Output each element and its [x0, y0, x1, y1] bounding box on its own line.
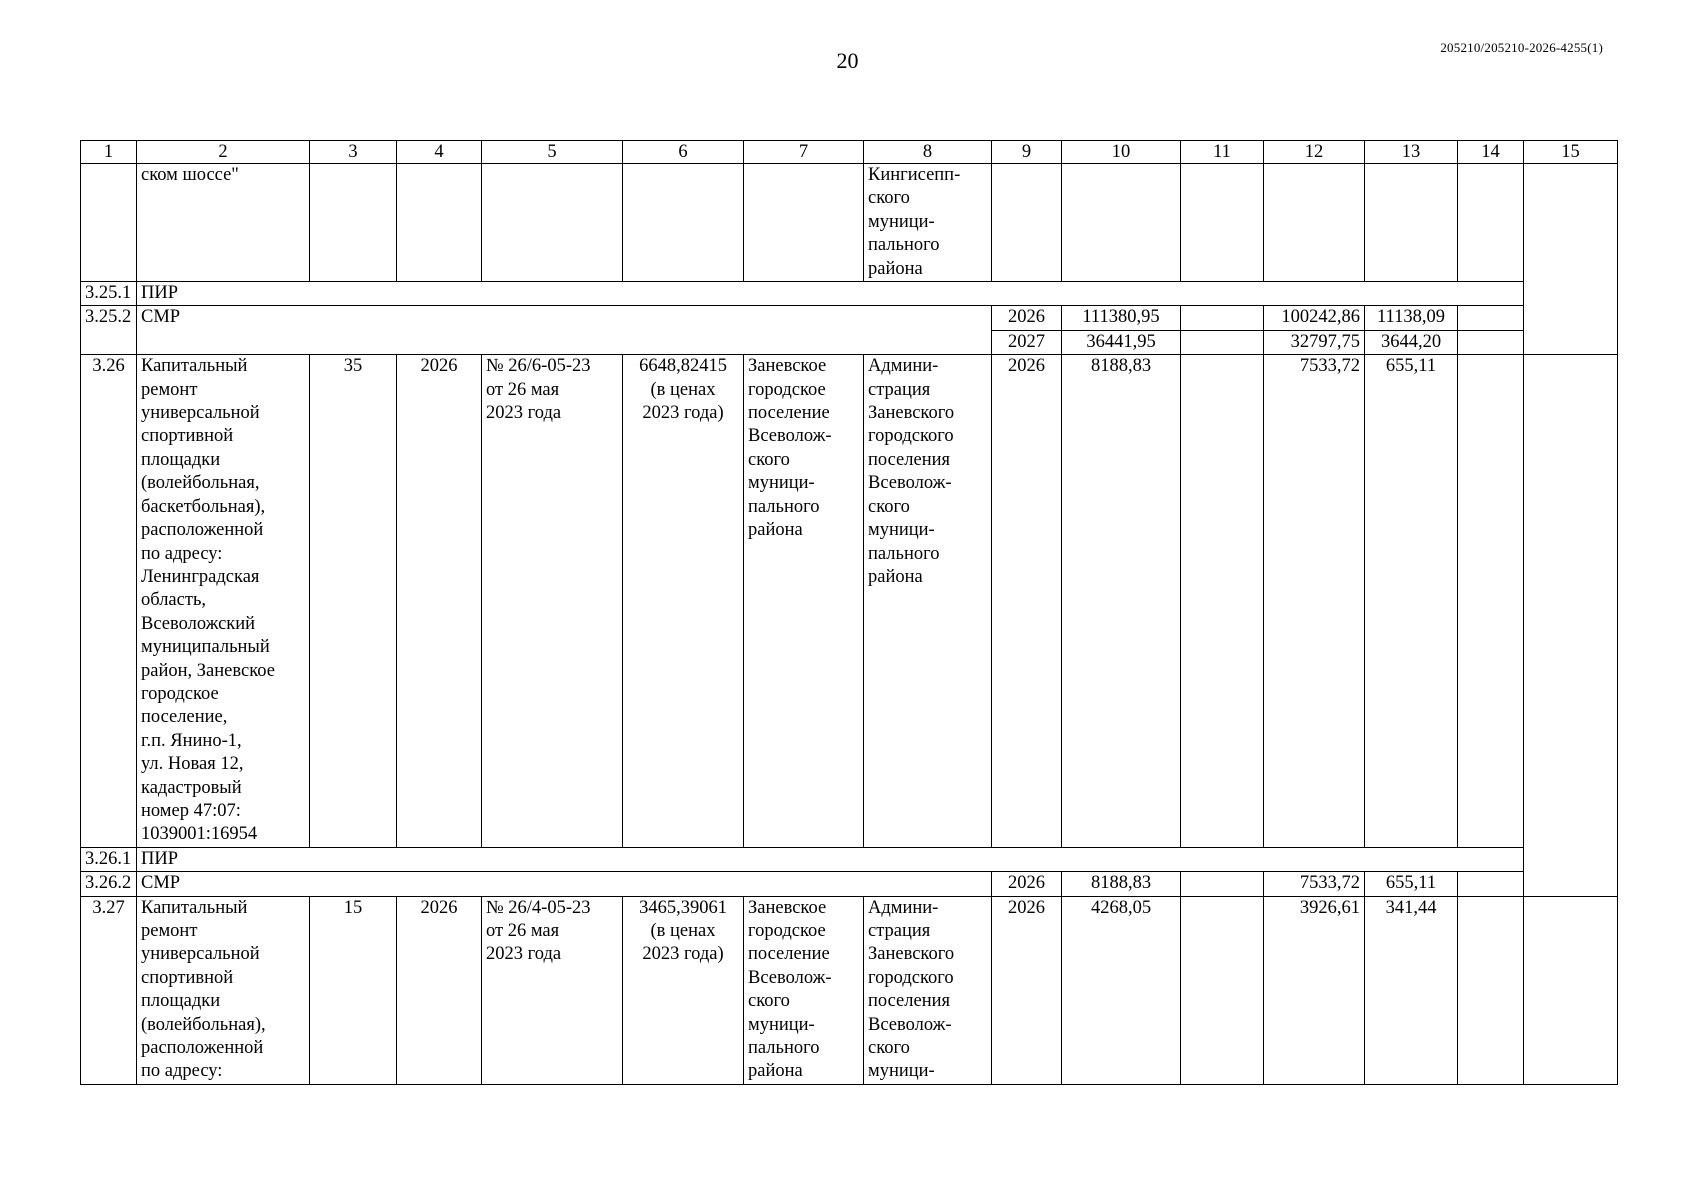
local-budget-cell: 655,11	[1365, 355, 1458, 848]
column-header: 4	[397, 141, 482, 164]
table-header-row	[81, 141, 1618, 164]
local-budget-cell: 341,44	[1365, 896, 1458, 1084]
estimate-cost-cell: 3465,39061 (в ценах 2023 года)	[623, 896, 744, 1084]
column-header: 5	[482, 141, 623, 164]
column-header: 12	[1264, 141, 1365, 164]
table-row	[81, 306, 1618, 330]
year-cell: 2026	[397, 355, 482, 848]
stage-label: СМР	[137, 306, 992, 355]
page-number: 20	[836, 48, 859, 73]
program-table	[80, 140, 1618, 1085]
table-row	[81, 164, 1618, 282]
regional-budget-cell: 100242,86	[1264, 306, 1365, 330]
row-number: 3.26.2	[81, 872, 137, 896]
estimate-ref-cell: № 26/6-05-23 от 26 мая 2023 года	[482, 355, 623, 848]
column-header: 10	[1062, 141, 1181, 164]
estimate-ref-cell: № 26/4-05-23 от 26 мая 2023 года	[482, 896, 623, 1084]
table-row	[81, 896, 1618, 1084]
regional-budget-cell: 3926,61	[1264, 896, 1365, 1084]
total-cell: 36441,95	[1062, 330, 1181, 354]
year-cell: 2026	[992, 306, 1062, 330]
stage-label: ПИР	[137, 282, 1524, 306]
object-name-cell: Капитальный ремонт универсальной спортивной площадки (волейбольная, баскетбольная), расположенной по адресу: Ленинградская область, Всеволожский муниципальный район, Заневское городское поселение, г.п. Янино-1, ул. Новая 12, кадастровый номер 47:07: 1039001:16954	[137, 355, 310, 848]
capacity-cell: 15	[310, 896, 397, 1084]
regional-budget-cell: 32797,75	[1264, 330, 1365, 354]
total-cell: 111380,95	[1062, 306, 1181, 330]
capacity-cell: 35	[310, 355, 397, 848]
regional-budget-cell: 7533,72	[1264, 355, 1365, 848]
stage-label: ПИР	[137, 847, 1524, 871]
column-header: 6	[623, 141, 744, 164]
column-header: 13	[1365, 141, 1458, 164]
total-cell: 4268,05	[1062, 896, 1181, 1084]
column-header: 11	[1181, 141, 1264, 164]
total-cell: 8188,83	[1062, 355, 1181, 848]
year-cell: 2026	[992, 896, 1062, 1084]
local-budget-cell: 3644,20	[1365, 330, 1458, 354]
year-cell: 2026	[397, 896, 482, 1084]
row-number: 3.25.2	[81, 306, 137, 355]
column-header: 9	[992, 141, 1062, 164]
column-header: 7	[744, 141, 864, 164]
column-header: 3	[310, 141, 397, 164]
year-cell: 2026	[992, 872, 1062, 896]
table-row	[81, 355, 1618, 848]
column-header: 14	[1458, 141, 1524, 164]
stage-label: СМР	[137, 872, 992, 896]
object-name-cell: ском шоссе"	[137, 164, 310, 282]
estimate-cost-cell: 6648,82415 (в ценах 2023 года)	[623, 355, 744, 848]
column-header: 1	[81, 141, 137, 164]
table-row	[81, 872, 1618, 896]
object-name-cell: Капитальный ремонт универсальной спортивной площадки (волейбольная), расположенной по адресу:	[137, 896, 310, 1084]
document-code: 205210/205210-2026-4255(1)	[1440, 40, 1603, 55]
row-number: 3.25.1	[81, 282, 137, 306]
year-cell: 2026	[992, 355, 1062, 848]
total-cell: 8188,83	[1062, 872, 1181, 896]
row-number: 3.26.1	[81, 847, 137, 871]
customer-cell: Админи- страция Заневского городского поселения Всеволож- ского муници-	[864, 896, 992, 1084]
column-header: 15	[1524, 141, 1618, 164]
regional-budget-cell: 7533,72	[1264, 872, 1365, 896]
column-header: 8	[864, 141, 992, 164]
local-budget-cell: 655,11	[1365, 872, 1458, 896]
customer-cell: Кингисепп- ского муници- пального района	[864, 164, 992, 282]
year-cell: 2027	[992, 330, 1062, 354]
location-cell: Заневское городское поселение Всеволож- ского муници- пального района	[744, 355, 864, 848]
row-number: 3.27	[81, 896, 137, 1084]
local-budget-cell: 11138,09	[1365, 306, 1458, 330]
customer-cell: Админи- страция Заневского городского поселения Всеволож- ского муници- пального района	[864, 355, 992, 848]
column-header: 2	[137, 141, 310, 164]
location-cell: Заневское городское поселение Всеволож- ского муници- пального района	[744, 896, 864, 1084]
table-row	[81, 847, 1618, 871]
row-number: 3.26	[81, 355, 137, 848]
table-row	[81, 282, 1618, 306]
